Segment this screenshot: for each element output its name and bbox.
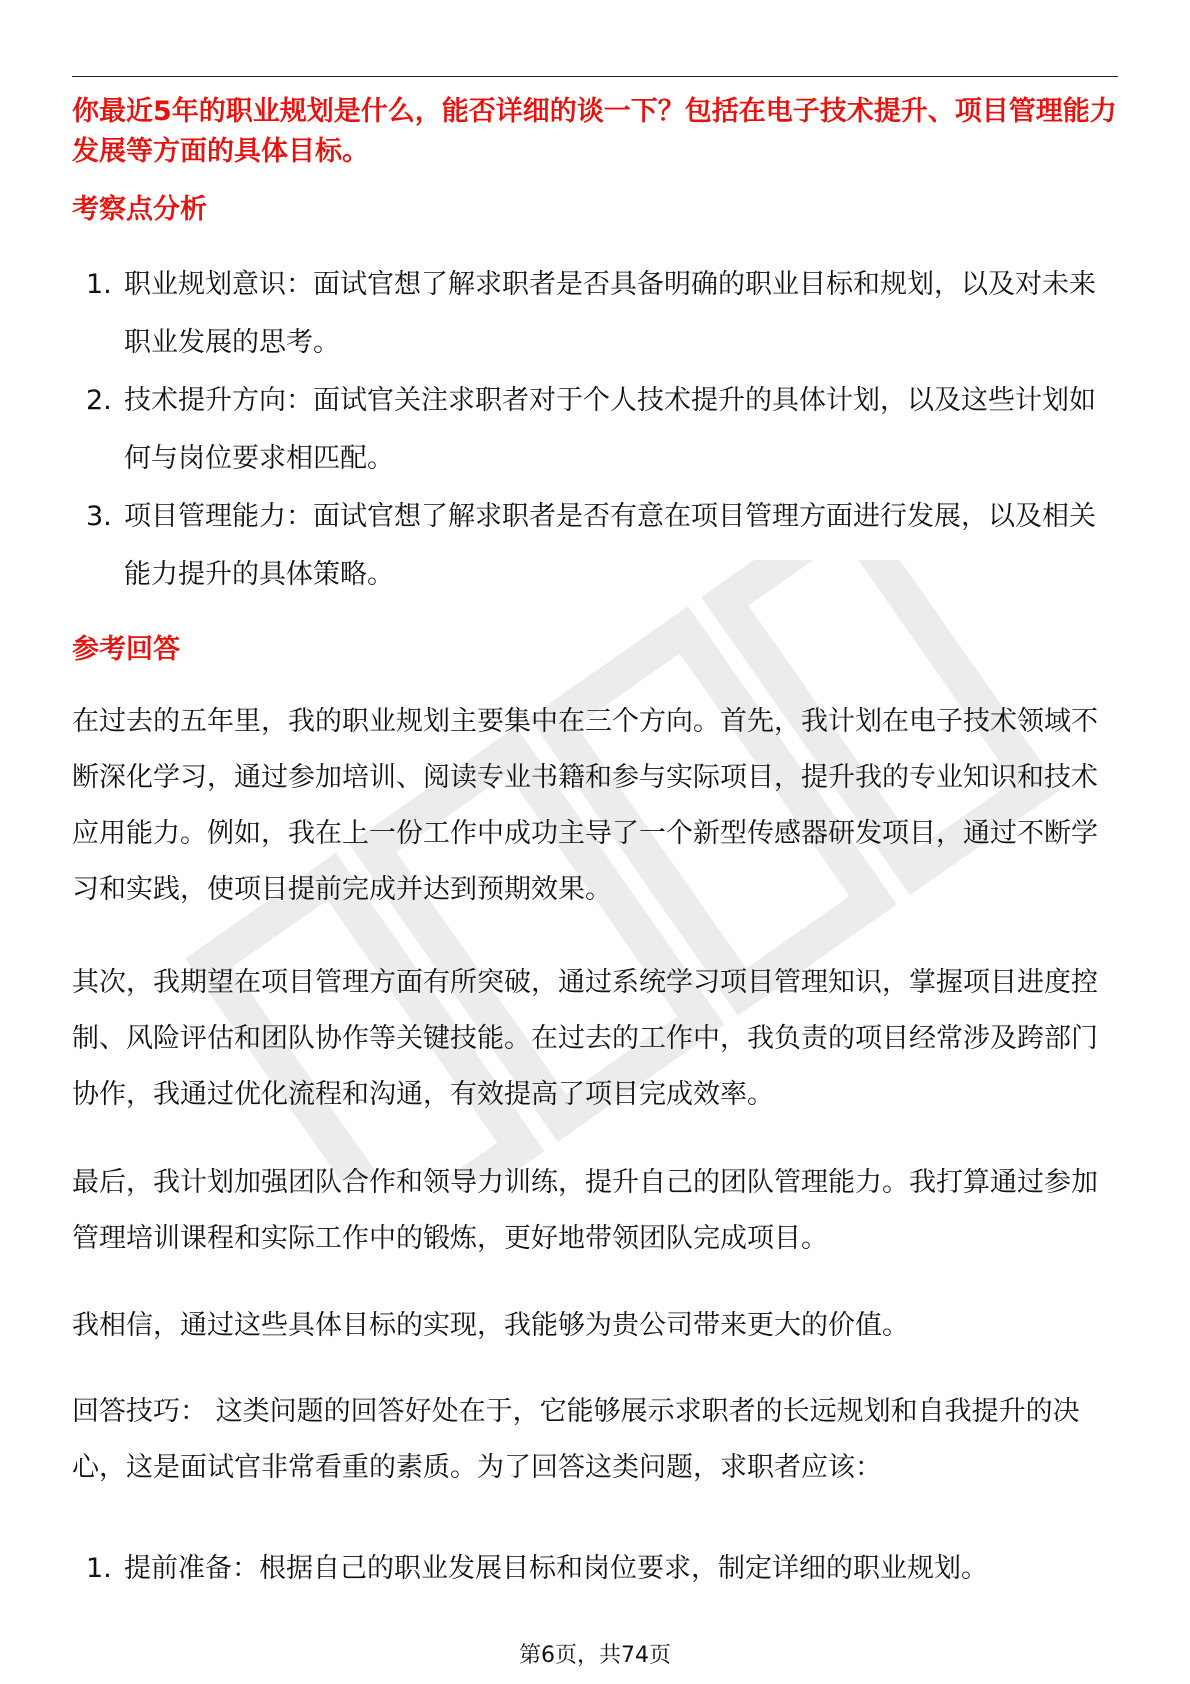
list-item-text: 提前准备：根据自己的职业发展目标和岗位要求，制定详细的职业规划。 bbox=[124, 1553, 988, 1584]
question-title: 你最近5年的职业规划是什么，能否详细的谈一下？包括在电子技术提升、项目管理能力发展等方面的具体目标。 bbox=[72, 96, 1117, 167]
answer-heading: 参考回答 bbox=[72, 634, 180, 665]
tips-paragraph: 回答技巧： 这类问题的回答好处在于，它能够展示求职者的长远规划和自我提升的决心，这是面试官非常看重的素质。为了回答这类问题，求职者应该： bbox=[72, 1396, 1080, 1483]
list-item-number: 2. bbox=[86, 385, 112, 416]
list-item-text: 项目管理能力：面试官想了解求职者是否有意在项目管理方面进行发展，以及相关能力提升的具体策略。 bbox=[124, 501, 1096, 590]
answer-paragraph: 最后，我计划加强团队合作和领导力训练，提升自己的团队管理能力。我打算通过参加管理培训课程和实际工作中的锻炼，更好地带领团队完成项目。 bbox=[72, 1167, 1098, 1254]
page-number-footer: 第6页，共74页 bbox=[519, 1643, 671, 1668]
list-item-text: 技术提升方向：面试官关注求职者对于个人技术提升的具体计划，以及这些计划如何与岗位要求相匹配。 bbox=[124, 385, 1096, 474]
list-item bbox=[72, 1540, 1118, 1598]
analysis-heading: 考察点分析 bbox=[72, 194, 207, 225]
tips-list bbox=[72, 1540, 1118, 1598]
list-item-number: 1. bbox=[86, 269, 112, 300]
list-item-number: 3. bbox=[86, 501, 112, 532]
list-item bbox=[72, 256, 1118, 372]
analysis-list bbox=[72, 256, 1118, 604]
answer-paragraph: 我相信，通过这些具体目标的实现，我能够为贵公司带来更大的价值。 bbox=[72, 1310, 909, 1341]
list-item-number: 1. bbox=[86, 1553, 112, 1584]
answer-paragraph: 其次，我期望在项目管理方面有所突破，通过系统学习项目管理知识，掌握项目进度控制、风险评估和团队协作等关键技能。在过去的工作中，我负责的项目经常涉及跨部门协作，我通过优化流程和沟通，有效提高了项目完成效率。 bbox=[72, 967, 1098, 1110]
list-item bbox=[72, 372, 1118, 488]
top-divider bbox=[72, 76, 1118, 77]
list-item bbox=[72, 488, 1118, 604]
answer-paragraph: 在过去的五年里，我的职业规划主要集中在三个方向。首先，我计划在电子技术领域不断深化学习，通过参加培训、阅读专业书籍和参与实际项目，提升我的专业知识和技术应用能力。例如，我在上一份工作中成功主导了一个新型传感器研发项目，通过不断学习和实践，使项目提前完成并达到预期效果。 bbox=[72, 706, 1098, 905]
list-item-text: 职业规划意识：面试官想了解求职者是否具备明确的职业目标和规划，以及对未来职业发展的思考。 bbox=[124, 269, 1096, 358]
